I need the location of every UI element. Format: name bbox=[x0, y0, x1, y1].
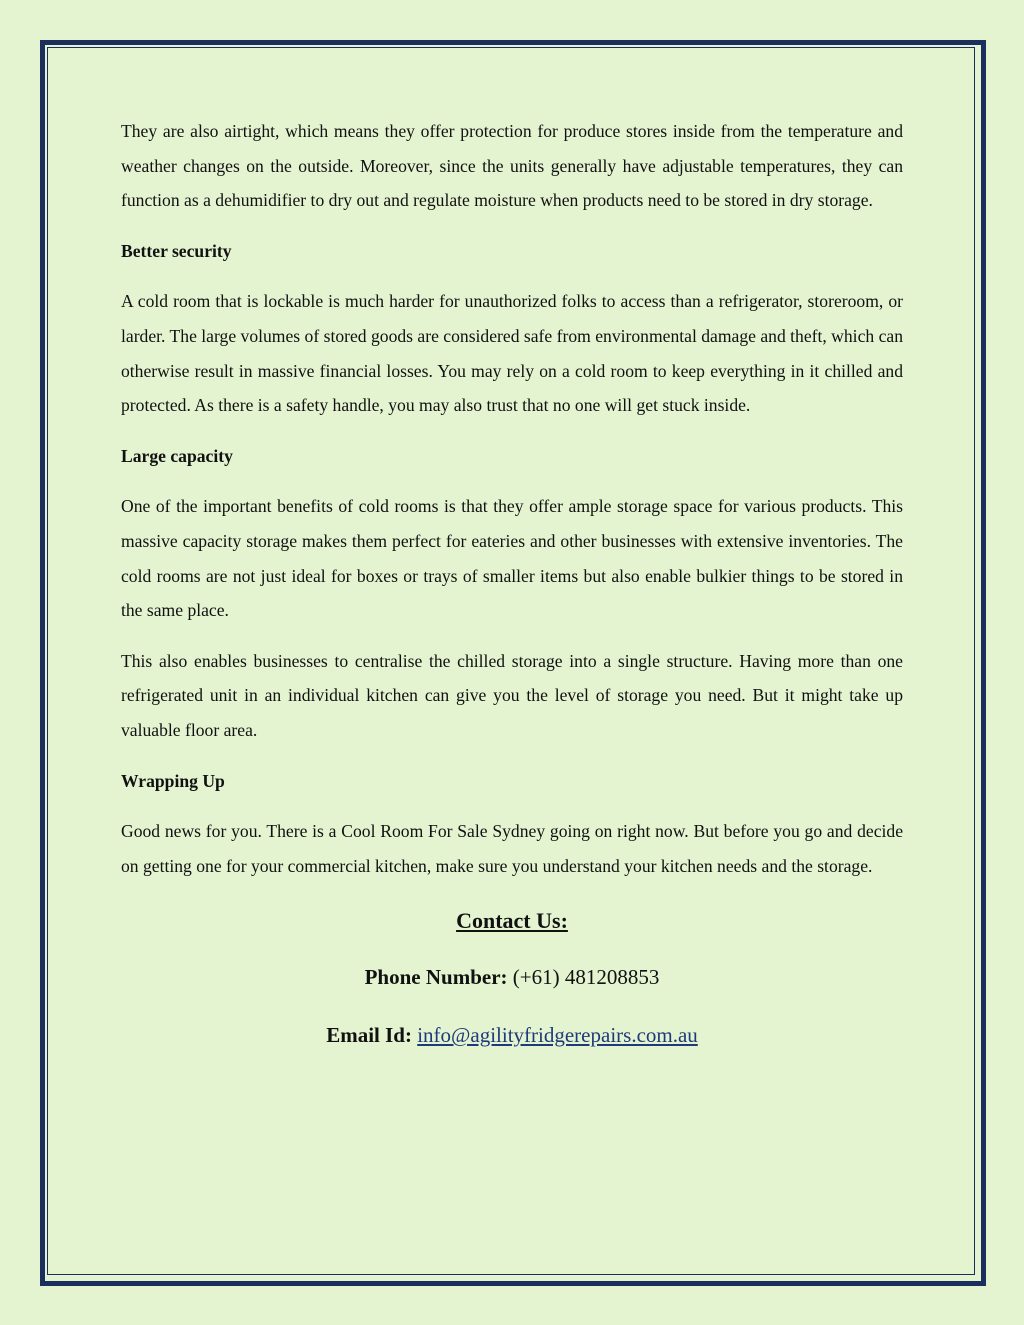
email-label: Email Id: bbox=[326, 1023, 412, 1048]
phone-number: (+61) 481208853 bbox=[512, 965, 660, 990]
email-line bbox=[121, 1017, 903, 1053]
capacity-paragraph-2: This also enables businesses to centralise the chilled storage into a single structure. Having more than one refrigerated unit in an individual kitchen can give you the level of storage you need. But it might take up valuable floor area. bbox=[121, 650, 903, 740]
security-heading: Better security bbox=[121, 240, 232, 261]
wrap-paragraph: Good news for you. There is a Cool Room For Sale Sydney going on right now. But before you go and decide on getting one for your commercial kitchen, make sure you understand your kitchen needs and the storage. bbox=[121, 821, 903, 876]
phone-line bbox=[121, 959, 903, 995]
intro-paragraph: They are also airtight, which means they offer protection for produce stores inside from the temperature and weather changes on the outside. Moreover, since the units generally have adjustable temperatures, they can function as a dehumidifier to dry out and regulate moisture when products need to be stored in dry storage. bbox=[121, 121, 903, 211]
document-content bbox=[121, 114, 903, 1075]
email-link[interactable]: info@agilityfridgerepairs.com.au bbox=[417, 1023, 698, 1048]
wrap-heading: Wrapping Up bbox=[121, 770, 225, 791]
phone-label: Phone Number: bbox=[364, 965, 508, 990]
security-paragraph: A cold room that is lockable is much harder for unauthorized folks to access than a refrigerator, storeroom, or larder. The large volumes of stored goods are considered safe from environmental damage and theft, which can otherwise result in massive financial losses. You may rely on a cold room to keep everything in it chilled and protected. As there is a safety handle, you may also trust that no one will get stuck inside. bbox=[121, 291, 903, 416]
capacity-paragraph-1: One of the important benefits of cold rooms is that they offer ample storage space for various products. This massive capacity storage makes them perfect for eateries and other businesses with extensive inventories. The cold rooms are not just ideal for boxes or trays of smaller items but also enable bulkier things to be stored in the same place. bbox=[121, 496, 903, 621]
contact-section bbox=[121, 903, 903, 1053]
capacity-heading: Large capacity bbox=[121, 445, 233, 466]
contact-title: Contact Us: bbox=[456, 908, 568, 934]
